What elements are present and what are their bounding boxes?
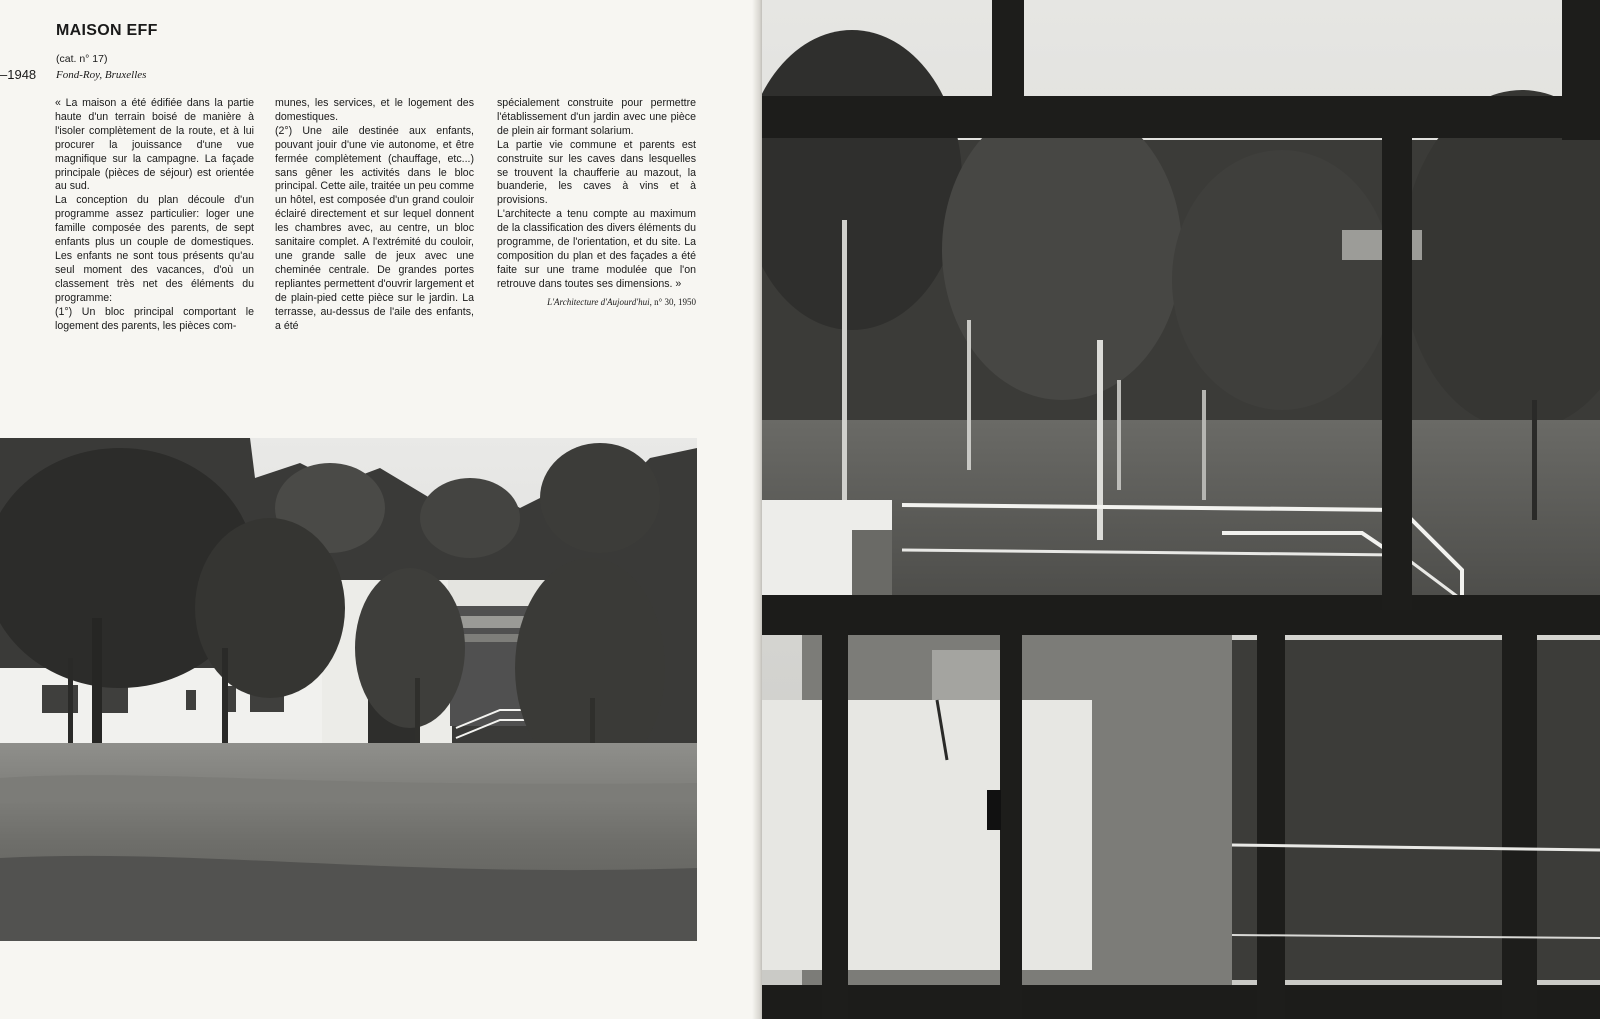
location: Fond-Roy, Bruxelles	[56, 69, 147, 81]
left-page	[0, 0, 760, 1019]
paragraph: L'architecte a tenu compte au maximum de la classification des divers éléments du programme, de l'orientation, et du site. La composition du plan et des façades a été faite sur une trame modulée que l'on retrouve dans toutes ses dimensions. »	[497, 208, 696, 290]
paragraph: (1°) Un bloc principal comportant le logement des parents, les pièces com-	[55, 305, 254, 332]
house-exterior-photo	[0, 438, 697, 941]
source-citation	[497, 296, 696, 310]
source-issue: , n° 30, 1950	[649, 296, 696, 307]
paragraph: (2°) Une aile destinée aux enfants, pouvant jouir d'une vie autonome, et être fermée complètement (chauffage, etc...) sans gêner les activités dans le bloc principal. Cette aile, traitée un peu comme un hôtel, est composée d'un grand couloir éclairé directement et sur lequel donnent les chambres avec, au centre, un bloc sanitaire complet. A l'extrémité du couloir, une grande salle de jeux avec une cheminée centrale. De grandes portes repliantes permettent d'ouvrir largement et de plain-pied cette pièce sur le jardin. La terrasse, au-dessus de l'aile des enfants, a été	[275, 124, 474, 332]
window-view-photo	[762, 0, 1600, 1019]
text-column-3	[497, 97, 696, 310]
page-title: MAISON EFF	[56, 22, 158, 39]
paragraph: spécialement construite pour permettre l'établissement d'un jardin avec une pièce de plein air formant solarium.	[497, 97, 696, 137]
text-column-2	[275, 97, 474, 333]
paragraph: La conception du plan découle d'un programme assez particulier: loger une famille composée des parents, de sept enfants plus un couple de domestiques. Les enfants ne sont tous présents qu'au seul moment des vacances, d'où un classement très net des éléments du programme:	[55, 194, 254, 304]
paragraph: « La maison a été édifiée dans la partie haute d'un terrain boisé de manière à l'isoler complètement de la route, et à lui procurer la jouissance d'une vue magnifique sur la campagne. La façade principale (pièces de séjour) est orientée au sud.	[55, 97, 254, 193]
source-title: L'Architecture d'Aujourd'hui	[547, 296, 650, 307]
paragraph: La partie vie commune et parents est construite sur les caves dans lesquelles se trouvent la chaufferie au mazout, la buanderie, les caves à vins et à provisions.	[497, 138, 696, 207]
paragraph: munes, les services, et le logement des domestiques.	[275, 97, 474, 123]
catalog-number: (cat. n° 17)	[56, 53, 108, 65]
year-marker: –1948	[0, 67, 37, 82]
text-column-1	[55, 97, 254, 333]
